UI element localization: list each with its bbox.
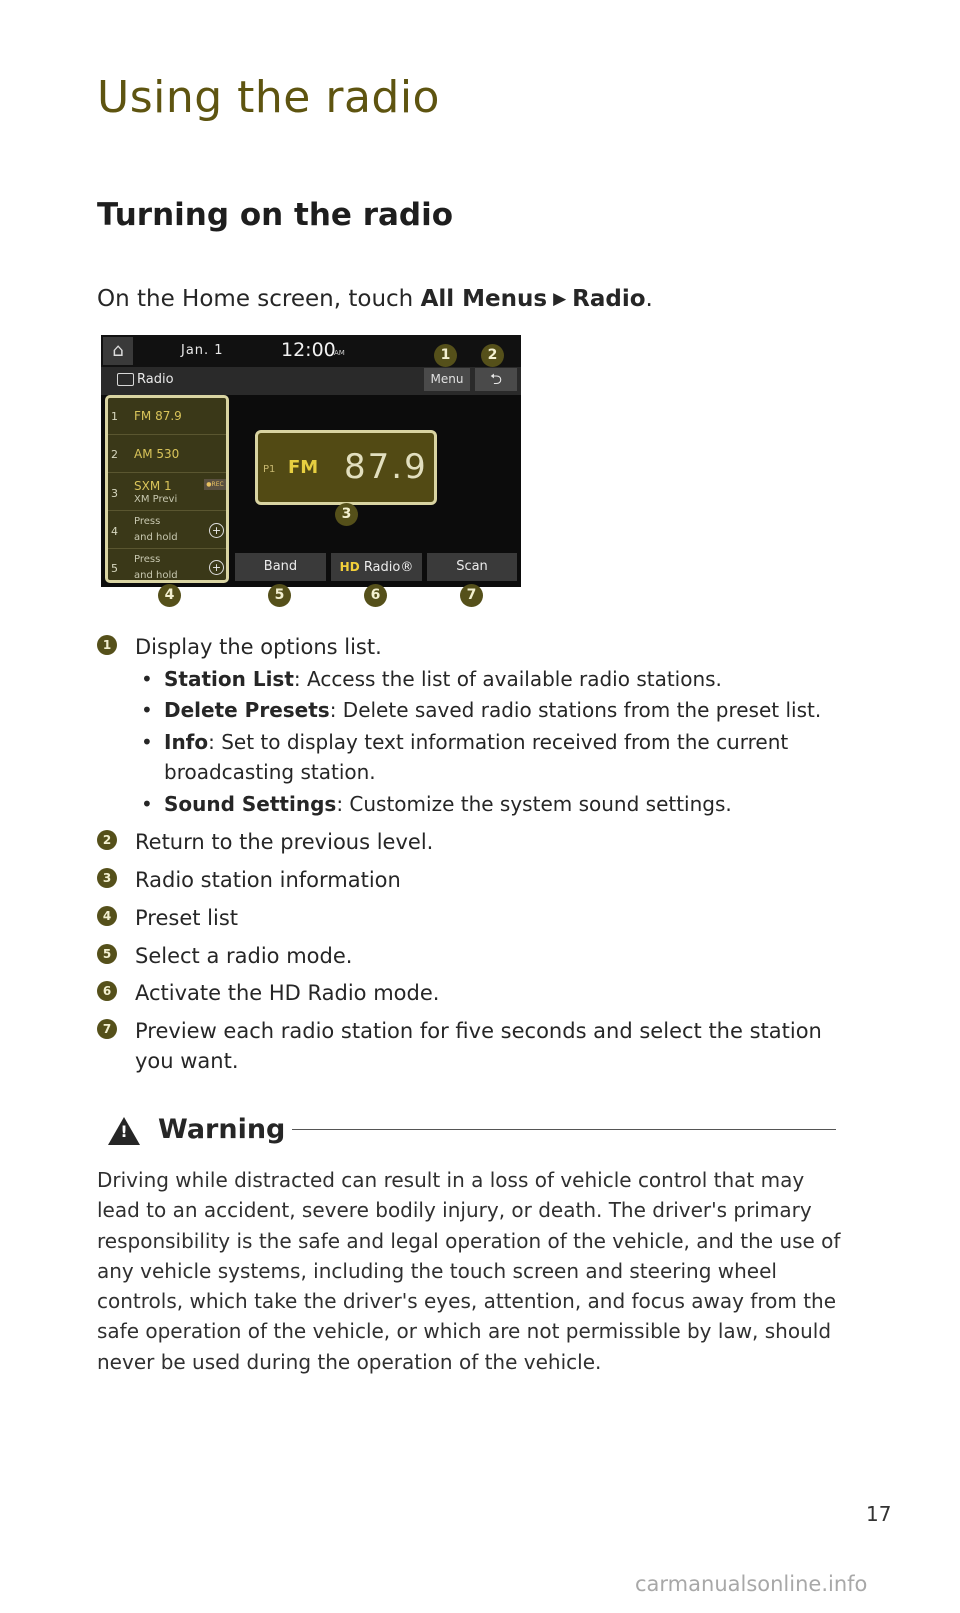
- screen-title: Radio: [137, 372, 174, 387]
- page-subtitle: Turning on the radio: [97, 197, 454, 233]
- item-number: 7: [97, 1019, 117, 1039]
- watermark: carmanualsonline.info: [635, 1572, 868, 1596]
- hd-logo: HD: [339, 560, 360, 574]
- preset-number: 5: [111, 562, 118, 575]
- add-icon[interactable]: +: [209, 523, 224, 538]
- item-text: Radio station information: [135, 868, 401, 892]
- intro-suffix: .: [645, 286, 653, 312]
- callout-7: 7: [460, 584, 483, 607]
- preset-number: 2: [111, 448, 118, 461]
- station-frequency: 87.9: [344, 447, 428, 487]
- preset-item-1[interactable]: [108, 398, 226, 435]
- preset-item-4[interactable]: [108, 511, 226, 549]
- item-number: 5: [97, 944, 117, 964]
- item-text: Preview each radio station for five seconds and select the station you want.: [135, 1019, 822, 1073]
- item-text: Preset list: [135, 906, 239, 930]
- callout-3: 3: [335, 503, 358, 526]
- hd-radio-label: Radio®: [363, 560, 414, 575]
- preset-name: SXM 1: [134, 479, 172, 493]
- preset-number: 3: [111, 487, 118, 500]
- menu-button[interactable]: Menu: [424, 368, 470, 391]
- callout-2: 2: [481, 344, 504, 367]
- list-item: [97, 827, 434, 854]
- list-item: [97, 978, 440, 1005]
- preset-list: [105, 395, 229, 583]
- sub-item: [141, 664, 844, 694]
- page-number: 17: [866, 1502, 892, 1526]
- bullet: •: [141, 667, 153, 691]
- hd-radio-button[interactable]: [331, 553, 422, 581]
- preset-number: 1: [111, 410, 118, 423]
- callout-6: 6: [364, 584, 387, 607]
- list-item: [97, 941, 353, 968]
- section-title: Using the radio: [97, 72, 440, 123]
- item-number: 2: [97, 830, 117, 850]
- sub-item: [141, 789, 844, 819]
- add-icon[interactable]: +: [209, 560, 224, 575]
- date-display: Jan. 1: [181, 343, 224, 358]
- item-number: 4: [97, 906, 117, 926]
- intro-prefix: On the Home screen, touch: [97, 286, 421, 312]
- sub-item-text: : Delete saved radio stations from the preset list.: [329, 698, 822, 722]
- station-info: [255, 430, 437, 505]
- item-number: 1: [97, 635, 117, 655]
- warning-divider: [292, 1129, 836, 1130]
- radio-label: Radio: [572, 286, 646, 312]
- warning-icon-mark: !: [120, 1122, 128, 1141]
- sub-item: [141, 695, 844, 725]
- bullet: •: [141, 730, 153, 754]
- preset-subname: and hold: [134, 570, 178, 581]
- rec-badge: ●REC: [204, 479, 226, 490]
- arrow-right-icon: ▶: [553, 289, 567, 309]
- time-display: 12:00: [281, 339, 336, 361]
- list-item: [97, 865, 401, 892]
- preset-name: FM 87.9: [134, 409, 182, 423]
- sub-item-text: : Set to display text information received from the current broadcasting station.: [164, 730, 789, 784]
- preset-item-3[interactable]: [108, 473, 226, 511]
- sub-item-text: : Access the list of available radio stations.: [293, 667, 722, 691]
- bullet: •: [141, 792, 153, 816]
- item-text: Display the options list.: [135, 635, 382, 659]
- bullet: •: [141, 698, 153, 722]
- back-icon[interactable]: ⮌: [475, 368, 517, 391]
- intro-text: [97, 286, 653, 312]
- preset-name: Press: [134, 554, 161, 565]
- list-item: [97, 1016, 822, 1073]
- item-text: Activate the HD Radio mode.: [135, 981, 440, 1005]
- station-band: FM: [288, 457, 319, 478]
- list-item: [97, 632, 382, 659]
- preset-subname: and hold: [134, 532, 178, 543]
- radio-screenshot: [101, 335, 521, 587]
- callout-5: 5: [268, 584, 291, 607]
- band-button[interactable]: Band: [235, 553, 326, 581]
- radio-icon: [117, 373, 134, 386]
- callout-4: 4: [158, 584, 181, 607]
- preset-name: AM 530: [134, 447, 180, 461]
- sub-item-label: Station List: [164, 667, 294, 691]
- preset-name: Press: [134, 516, 161, 527]
- preset-item-2[interactable]: [108, 435, 226, 473]
- item-number: 3: [97, 868, 117, 888]
- all-menus-label: All Menus: [420, 286, 548, 312]
- item-number: 6: [97, 981, 117, 1001]
- callout-1: 1: [434, 344, 457, 367]
- item-text: Return to the previous level.: [135, 830, 434, 854]
- sub-item-label: Sound Settings: [164, 792, 337, 816]
- preset-number: 4: [111, 525, 118, 538]
- item-text: Select a radio mode.: [135, 944, 353, 968]
- sub-item-label: Info: [164, 730, 209, 754]
- scan-button[interactable]: Scan: [427, 553, 517, 581]
- sub-item: [141, 727, 844, 787]
- warning-title: Warning: [158, 1114, 286, 1145]
- ampm-display: AM: [334, 349, 345, 357]
- preset-item-5[interactable]: [108, 549, 226, 583]
- list-item: [97, 903, 239, 930]
- sub-item-text: : Customize the system sound settings.: [336, 792, 732, 816]
- warning-body: Driving while distracted can result in a loss of vehicle control that may lead to an accident, severe bodily injury, or death. The driver's primary responsibility is the safe and legal operation of the vehicle, and the use of any vehicle systems, including the touch screen and steering wheel controls, which take the driver's eyes, attention, and focus away from the safe operation of the vehicle, or which are not permissible by law, should never be used during the operation of the vehicle.: [97, 1168, 841, 1374]
- preset-subname: XM Previ: [134, 494, 178, 505]
- home-icon[interactable]: ⌂: [103, 337, 133, 365]
- sub-item-label: Delete Presets: [164, 698, 330, 722]
- station-preset: P1: [263, 464, 276, 475]
